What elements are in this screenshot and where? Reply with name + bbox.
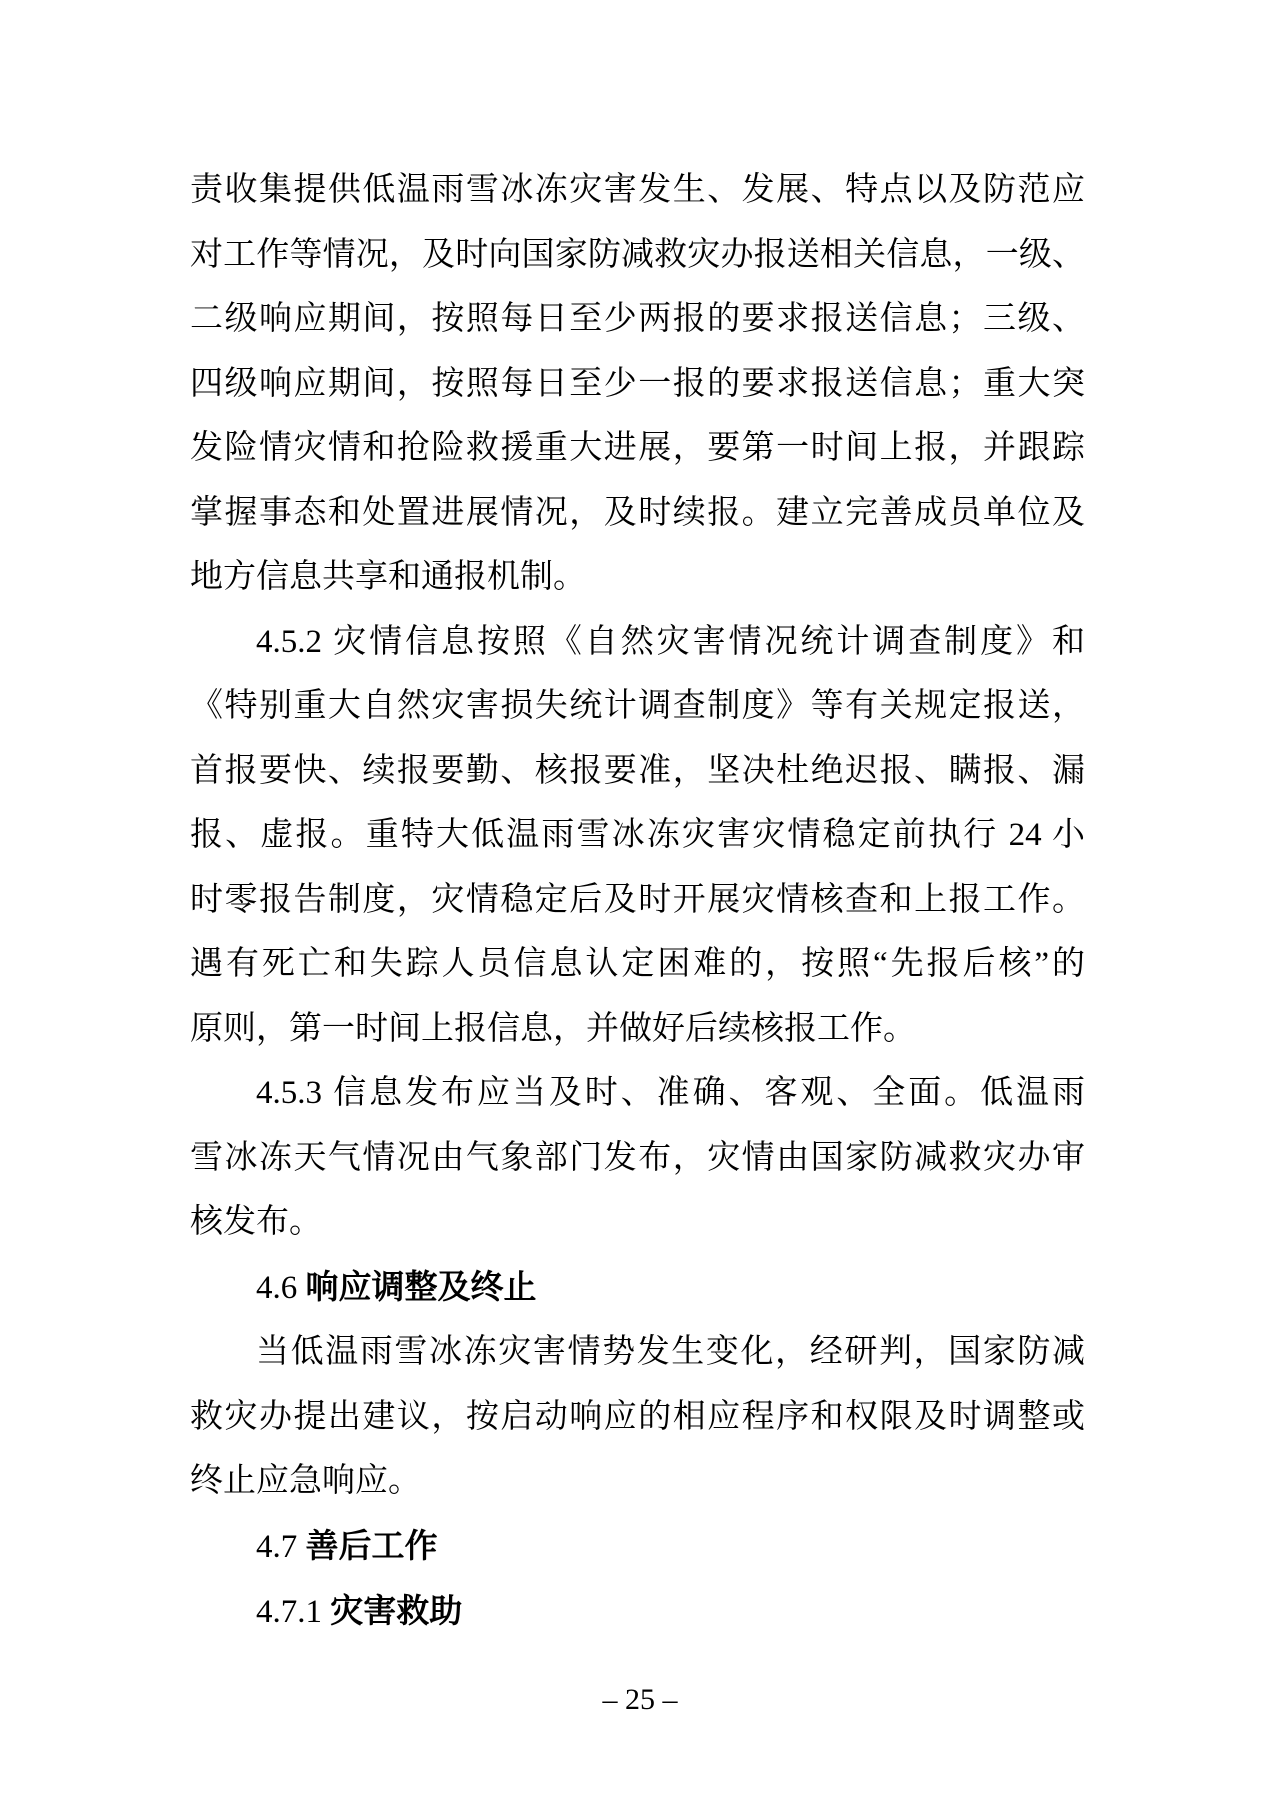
text-line: 首报要快、续报要勤、核报要准，坚决杜绝迟报、瞒报、漏: [190, 752, 1085, 789]
heading-number: 4.7: [256, 1528, 306, 1565]
text-line: 雪冰冻天气情况由气象部门发布，灾情由国家防减救灾办审: [190, 1139, 1085, 1176]
text-line: 救灾办提出建议，按启动响应的相应程序和权限及时调整或: [190, 1398, 1085, 1435]
text-line: 报、虚报。重特大低温雨雪冰冻灾害灾情稳定前执行 24 小: [190, 817, 1085, 853]
document-body: [190, 158, 1085, 1645]
heading-number: 4.7.1: [256, 1594, 331, 1630]
heading-title: 善后工作: [305, 1526, 438, 1564]
text-line: 4.5.2 灾情信息按照《自然灾害情况统计调查制度》和: [256, 623, 1085, 660]
text-line: 地方信息共享和通报机制。: [190, 559, 586, 595]
text-line: 遇有死亡和失踪人员信息认定困难的，按照“先报后核”的: [190, 946, 1085, 982]
text-line: 原则，第一时间上报信息，并做好后续核报工作。: [190, 1010, 916, 1047]
text-line: 二级响应期间，按照每日至少两报的要求报送信息；三级、: [190, 301, 1085, 337]
heading-number: 4.6: [256, 1269, 306, 1306]
text-line: 《特别重大自然灾害损失统计调查制度》等有关规定报送，: [190, 688, 1085, 724]
heading-line: [190, 1514, 1085, 1580]
text-line: 责收集提供低温雨雪冰冻灾害发生、发展、特点以及防范应: [190, 172, 1085, 208]
page-number: – 25 –: [602, 1683, 678, 1716]
text-line: 核发布。: [190, 1204, 322, 1240]
text-line: 对工作等情况，及时向国家防减救灾办报送相关信息，一级、: [190, 236, 1085, 273]
heading-line: [190, 1255, 1085, 1321]
text-line: 发险情灾情和抢险救援重大进展，要第一时间上报，并跟踪: [190, 430, 1085, 466]
text-line: 时零报告制度，灾情稳定后及时开展灾情核查和上报工作。: [190, 881, 1085, 918]
text-line: 四级响应期间，按照每日至少一报的要求报送信息；重大突: [190, 365, 1085, 402]
page-footer: [0, 1682, 1280, 1718]
text-line: 当低温雨雪冰冻灾害情势发生变化，经研判，国家防减: [256, 1334, 1085, 1370]
heading-title: 灾害救助: [330, 1592, 463, 1629]
text-line: 终止应急响应。: [190, 1463, 421, 1499]
heading-line: [190, 1579, 1085, 1645]
text-line: 4.5.3 信息发布应当及时、准确、客观、全面。低温雨: [256, 1075, 1085, 1111]
text-line: 掌握事态和处置进展情况，及时续报。建立完善成员单位及: [190, 494, 1085, 531]
heading-title: 响应调整及终止: [305, 1267, 537, 1305]
